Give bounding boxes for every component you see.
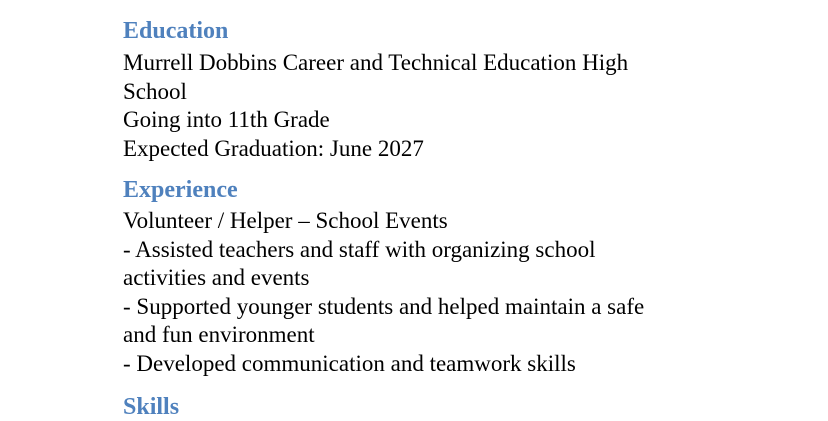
experience-line: - Developed communication and teamwork skills: [123, 350, 576, 376]
education-line: Going into 11th Grade: [123, 107, 330, 133]
education-line: Murrell Dobbins Career and Technical Education High: [123, 50, 629, 75]
experience-line: Volunteer / Helper – School Events: [123, 208, 448, 233]
education-line: Expected Graduation: June 2027: [123, 135, 424, 161]
experience-line: and fun environment: [123, 322, 315, 348]
experience-line: activities and events: [123, 265, 310, 291]
education-lines: [123, 49, 628, 163]
education-heading: Education: [123, 18, 229, 44]
experience-lines: [123, 207, 644, 379]
experience-line: - Assisted teachers and staff with organizing school: [123, 236, 596, 262]
skills-heading: Skills: [123, 394, 180, 420]
education-line: School: [123, 78, 187, 104]
experience-line: - Supported younger students and helped maintain a safe: [123, 293, 645, 319]
experience-heading: Experience: [123, 177, 238, 203]
